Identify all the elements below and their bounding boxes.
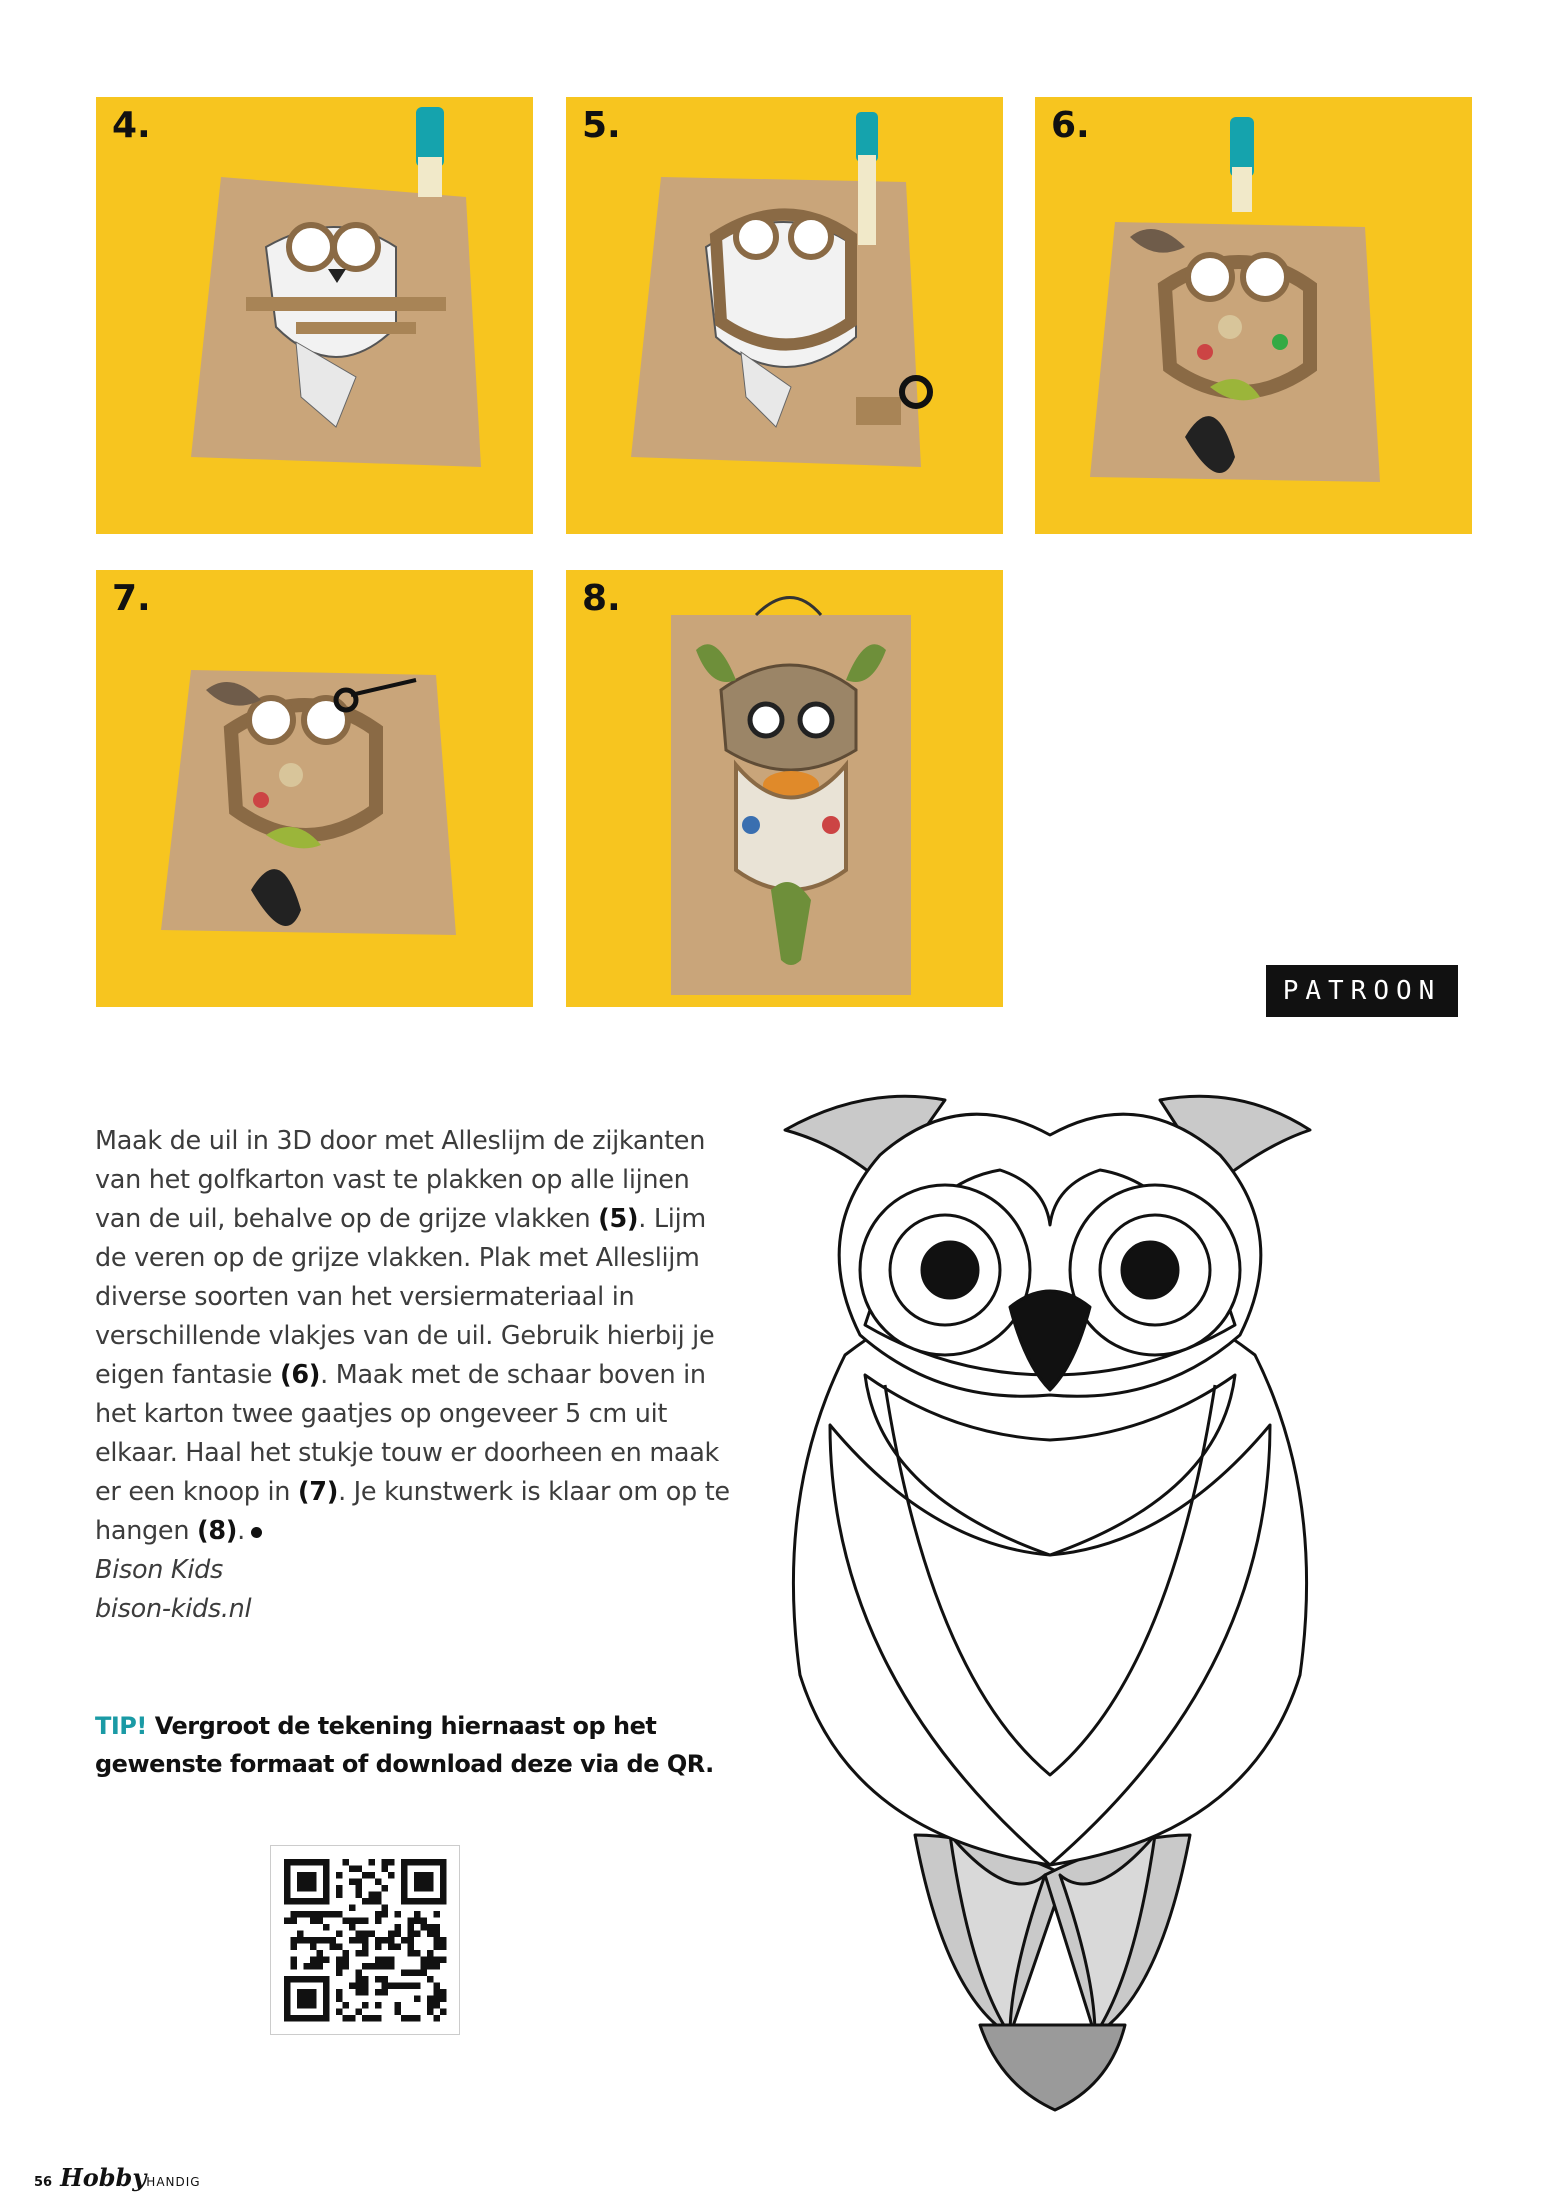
step-photo-4: [96, 97, 533, 534]
step-photo-6: [1035, 97, 1472, 534]
tip-block: [95, 1707, 745, 1783]
step-number: 6.: [1051, 105, 1090, 146]
instructions-text: . Je kunstwerk is klaar om op te hangen: [95, 1477, 730, 1546]
pattern-badge: PATROON: [1266, 965, 1458, 1017]
source-name: Bison Kids: [95, 1555, 224, 1585]
end-mark: [251, 1527, 262, 1538]
step-ref: (6): [279, 1360, 321, 1390]
step-photo-5: [566, 97, 1003, 534]
cardboard-scene-image: [96, 570, 533, 1007]
cardboard-scene-image: [1035, 97, 1472, 534]
instructions-text: . Lijm de veren op de grijze vlakken. Plak met Alleslijm diverse soorten van het versiermateriaal in verschillende vlakjes van de uil. Gebruik hierbij je eigen fantasie: [95, 1204, 715, 1390]
owl-pattern-drawing: [770, 1075, 1530, 2165]
magazine-logo: Hobby: [60, 2163, 147, 2192]
step-number: 7.: [112, 578, 151, 619]
step-ref: (8): [197, 1516, 238, 1546]
step-ref: (5): [598, 1204, 639, 1234]
tip-text: Vergroot de tekening hiernaast op het gewenste formaat of download deze via de QR.: [95, 1712, 714, 1778]
source-url[interactable]: bison-kids.nl: [95, 1594, 252, 1624]
step-number: 4.: [112, 105, 151, 146]
qr-code-image: [271, 1846, 459, 2034]
page-number: 56: [34, 2175, 53, 2190]
instructions-text: .: [237, 1516, 245, 1546]
step-photo-7: [96, 570, 533, 1007]
qr-code[interactable]: [270, 1845, 460, 2035]
tip-label: TIP!: [95, 1712, 147, 1740]
magazine-logo-sub: HANDIG: [146, 2175, 201, 2189]
cardboard-scene-image: [566, 97, 1003, 534]
instructions-text: . Maak met de schaar boven in het karton twee gaatjes op ongeveer 5 cm uit elkaar. Haal het stukje touw er doorheen en maak er een knoop in: [95, 1360, 720, 1507]
cardboard-scene-image: [96, 97, 533, 534]
cardboard-scene-image: [566, 570, 1003, 1007]
step-number: 5.: [582, 105, 621, 146]
page-footer: [34, 2163, 201, 2192]
instructions-text: Maak de uil in 3D door met Alleslijm de zijkanten van het golfkarton vast te plakken op alle lijnen van de uil, behalve op de grijze vlakken: [95, 1126, 706, 1234]
step-photo-8: [566, 570, 1003, 1007]
instructions-paragraph: [95, 1122, 735, 1629]
step-number: 8.: [582, 578, 621, 619]
step-ref: (7): [297, 1477, 339, 1507]
